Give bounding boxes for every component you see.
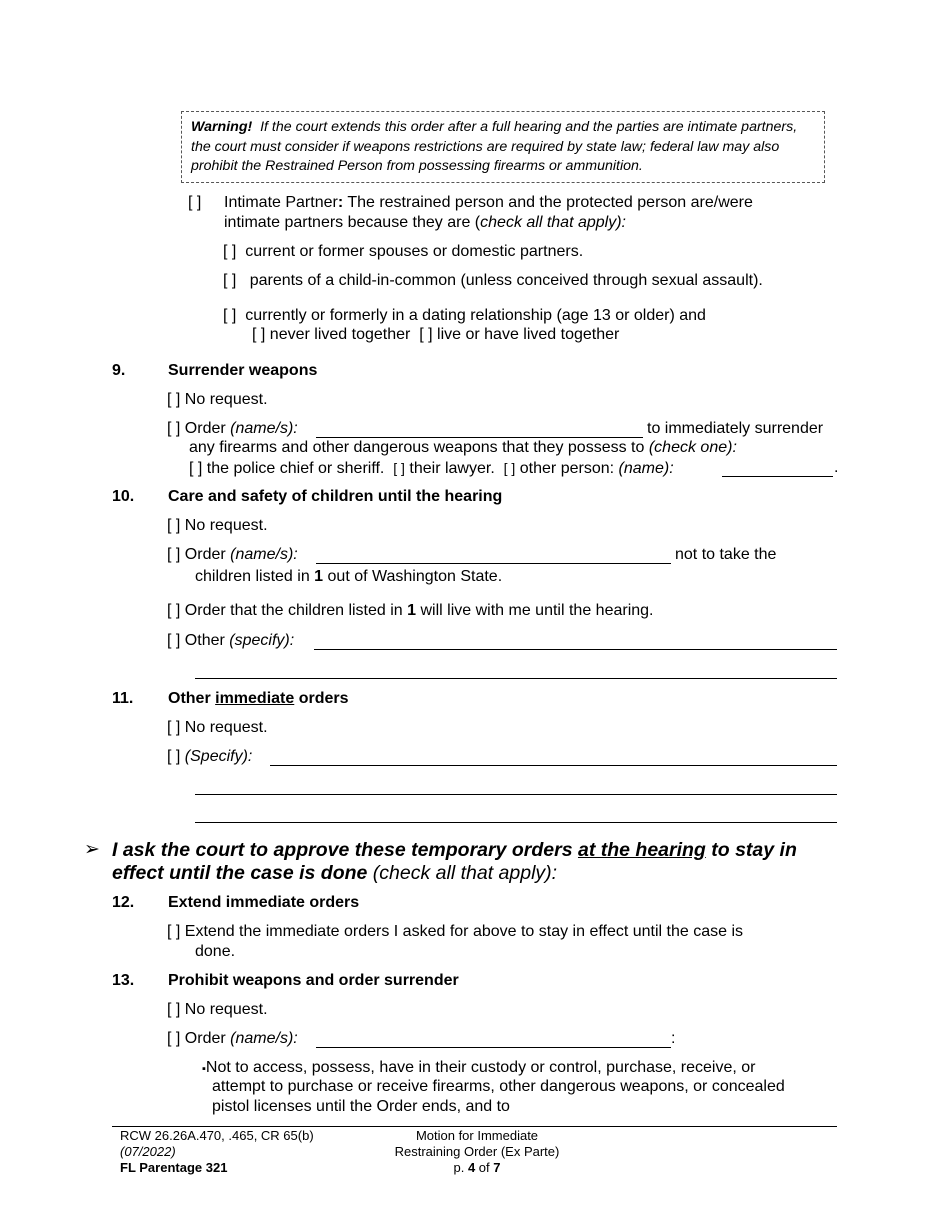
warning-text: If the court extends this order after a full hearing and the parties are intimate partners, the court must consider if weapons restrictions are required by state law; federal law may also prohibit the Restrained Person from possessing firearms or ammunition. — [191, 119, 798, 174]
section-12-number: 12. — [112, 894, 135, 911]
section-11-number: 11. — [112, 690, 134, 707]
checkbox[interactable]: [ ] — [167, 546, 181, 563]
checkbox[interactable]: [ ] — [223, 243, 237, 260]
hearing-heading-line2: effect until the case is done (check all that apply): — [112, 862, 558, 884]
section-10-title: Care and safety of children until the hearing — [168, 488, 503, 505]
s13-name-field[interactable] — [316, 1047, 671, 1048]
hearing-heading-line1: I ask the court to approve these temporary orders at the hearing to stay in — [112, 839, 797, 861]
checkbox[interactable]: [ ] — [167, 748, 181, 765]
s11-specify-field-2[interactable] — [195, 794, 837, 795]
checkbox[interactable]: [ ] — [419, 326, 433, 343]
s9-order: [ ] Order (name/s): — [167, 420, 298, 437]
checkbox[interactable]: [ ] — [167, 517, 181, 534]
checkbox[interactable]: [ ] — [167, 923, 181, 940]
s12-extend[interactable]: [ ] Extend the immediate orders I asked for above to stay in effect until the case is — [167, 923, 744, 940]
s9-other-name-field[interactable] — [722, 476, 833, 477]
s11-specify-field-3[interactable] — [195, 822, 837, 823]
checkbox[interactable]: [ ] — [393, 460, 405, 476]
s13-bullet-line2: attempt to purchase or receive firearms, other dangerous weapons, or concealed — [212, 1078, 785, 1095]
checkbox[interactable]: [ ] — [167, 1030, 181, 1047]
s10-order: [ ] Order (name/s): — [167, 546, 298, 563]
intimate-partner-line2: intimate partners because they are (check all that apply): — [224, 214, 626, 231]
s9-line2: any firearms and other dangerous weapons that they possess to (check one): — [189, 439, 737, 456]
section-12-title: Extend immediate orders — [168, 894, 360, 911]
intimate-partner-label: Intimate Partner — [224, 194, 338, 211]
checkbox[interactable]: [ ] — [223, 307, 237, 324]
footer-title2: Restraining Order (Ex Parte) — [394, 1144, 560, 1159]
footer-title1: Motion for Immediate — [415, 1128, 539, 1143]
s10-other-field-2[interactable] — [195, 678, 837, 679]
s12-line2: done. — [195, 943, 236, 960]
footer-form: FL Parentage 321 — [120, 1160, 228, 1175]
footer-divider — [112, 1126, 837, 1127]
s10-no-request[interactable]: [ ] No request. — [167, 517, 268, 534]
s10-other-field[interactable] — [314, 649, 837, 650]
checkbox[interactable]: [ ] — [167, 602, 181, 619]
s10-not-take-text: not to take the — [675, 546, 777, 563]
s9-options: [ ] the police chief or sheriff. [ ] their lawyer. [ ] other person: (name): — [189, 460, 674, 477]
s9-no-request[interactable]: [ ] No request. — [167, 391, 268, 408]
checkbox[interactable]: [ ] — [189, 460, 203, 477]
intimate-partner-line1: Intimate Partner: The restrained person and the protected person are/were — [224, 194, 753, 211]
arrow-bullet-icon: ➢ — [84, 839, 100, 860]
s13-colon: : — [671, 1030, 676, 1047]
section-9-number: 9. — [112, 362, 126, 379]
checkbox[interactable]: [ ] — [167, 420, 181, 437]
s9-period: . — [834, 459, 839, 476]
warning-box — [181, 111, 825, 183]
checkbox[interactable]: [ ] — [167, 719, 181, 736]
s13-order: [ ] Order (name/s): — [167, 1030, 298, 1047]
footer-page: p. 4 of 7 — [453, 1160, 501, 1175]
s11-no-request[interactable]: [ ] No request. — [167, 719, 268, 736]
section-9-title: Surrender weapons — [168, 362, 318, 379]
living-options: [ ] never lived together [ ] live or have lived together — [252, 326, 620, 343]
s10-line2: children listed in 1 out of Washington State. — [195, 568, 503, 585]
s13-bullet-line1: ▪Not to access, possess, have in their custody or control, purchase, receive, or — [202, 1059, 756, 1076]
checkbox[interactable]: [ ] — [252, 326, 266, 343]
s9-surrender-text: to immediately surrender — [647, 420, 824, 437]
checkbox[interactable]: [ ] — [223, 272, 237, 289]
intimate-partner-checkbox[interactable]: [ ] — [188, 194, 202, 211]
square-bullet-icon: ▪ — [202, 1063, 206, 1075]
footer-rcw: RCW 26.26A.470, .465, CR 65(b) — [120, 1128, 314, 1143]
checkbox[interactable]: [ ] — [167, 1001, 181, 1018]
checkbox[interactable]: [ ] — [167, 391, 181, 408]
checkbox[interactable]: [ ] — [167, 632, 181, 649]
s10-name-field[interactable] — [316, 563, 671, 564]
section-10-number: 10. — [112, 488, 135, 505]
spouses-option[interactable]: [ ] current or former spouses or domestic partners. — [223, 243, 584, 260]
checkbox[interactable]: [ ] — [503, 460, 516, 476]
section-13-number: 13. — [112, 972, 135, 989]
section-13-title: Prohibit weapons and order surrender — [168, 972, 459, 989]
s11-specify: [ ] (Specify): — [167, 748, 253, 765]
s10-other: [ ] Other (specify): — [167, 632, 295, 649]
s11-specify-field[interactable] — [270, 765, 837, 766]
parents-option[interactable]: [ ] parents of a child-in-common (unless conceived through sexual assault). — [223, 272, 763, 289]
section-11-title: Other immediate orders — [168, 690, 349, 707]
dating-option[interactable]: [ ] currently or formerly in a dating relationship (age 13 or older) and — [223, 307, 706, 324]
s13-bullet-line3: pistol licenses until the Order ends, and to — [212, 1098, 510, 1115]
footer-date: (07/2022) — [120, 1144, 176, 1159]
s10-live-with-me[interactable]: [ ] Order that the children listed in 1 will live with me until the hearing. — [167, 602, 654, 619]
s13-no-request[interactable]: [ ] No request. — [167, 1001, 268, 1018]
warning-label: Warning! — [191, 119, 253, 135]
